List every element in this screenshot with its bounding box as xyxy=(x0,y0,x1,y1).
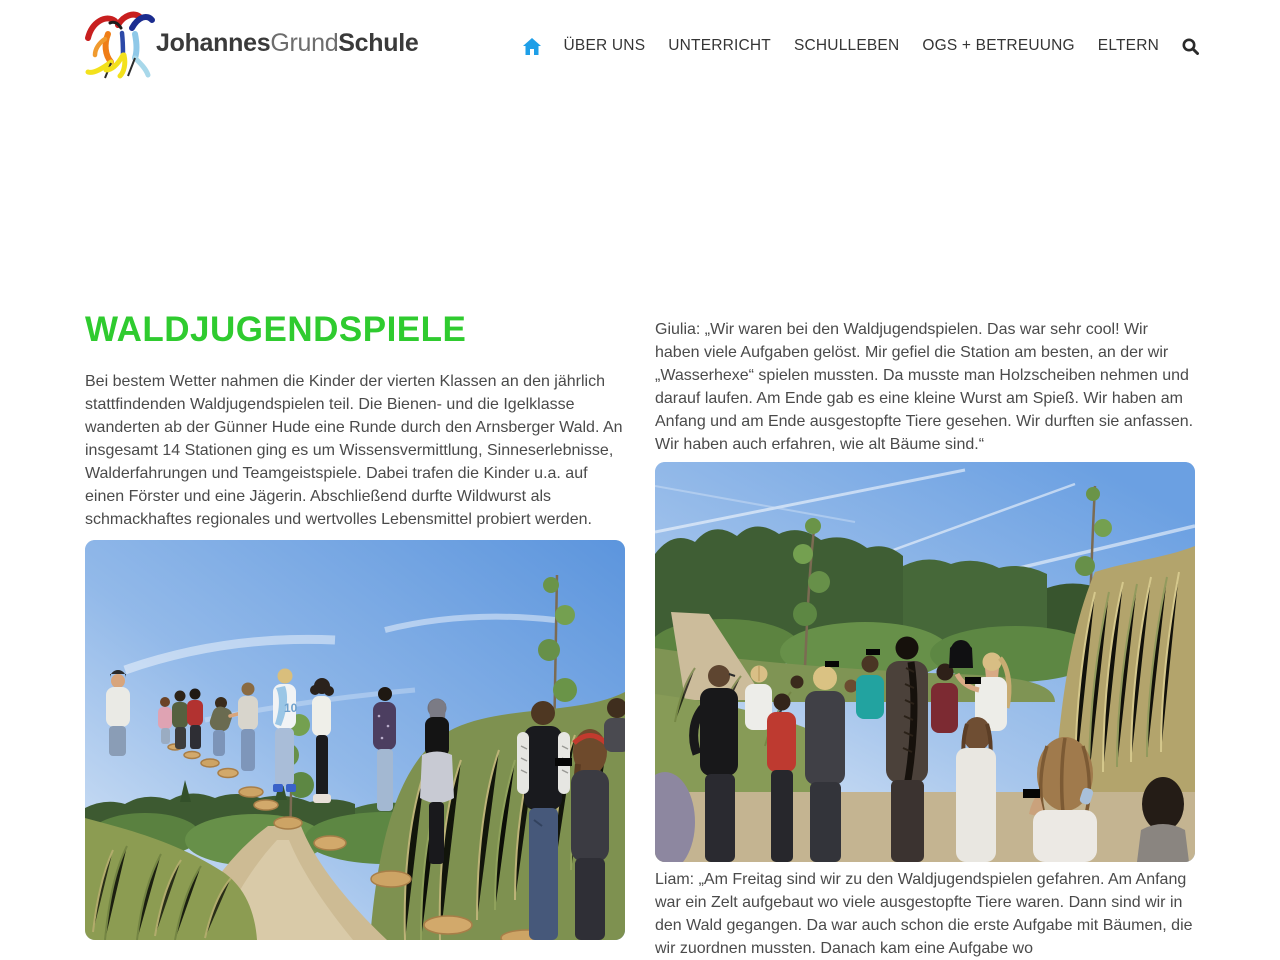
photo-children-on-stumps-graphic xyxy=(85,540,625,940)
nav-item-eltern[interactable]: ELTERN xyxy=(1097,37,1159,54)
article-column-left xyxy=(85,310,625,960)
home-icon xyxy=(523,38,541,55)
article-column-right xyxy=(655,310,1195,960)
home-nav-link[interactable] xyxy=(523,38,541,55)
face-censor-bar xyxy=(965,677,981,684)
page-title: WALDJUGENDSPIELE xyxy=(85,310,467,349)
search-icon xyxy=(1182,38,1199,55)
photo-children-group-graphic xyxy=(655,462,1195,862)
face-censor-bar xyxy=(555,758,572,766)
photo-children-group xyxy=(655,462,1195,862)
photo-children-on-stumps xyxy=(85,540,625,940)
svg-text:10: 10 xyxy=(284,701,298,715)
quote-giulia-paragraph: Giulia: „Wir waren bei den Waldjugendspielen. Das war sehr cool! Wir haben viele Aufgaben gelöst. Mir gefiel die Station am besten, an der wir „Wasserhexe“ spielen mussten. Da musste man Holzscheiben nehmen und darauf laufen. Am Ende gab es eine kleine Wurst am Spieß. Wir haben am Anfang und am Ende ausgestopfte Tiere gesehen. Wir durften sie anfassen. Wir haben auch erfahren, wie alt Bäume sind.“ xyxy=(655,321,1194,453)
face-censor-bar xyxy=(1023,789,1040,798)
logo-text: JohannesGrundSchule xyxy=(156,28,419,57)
site-header xyxy=(0,0,1280,92)
face-censor-bar xyxy=(866,649,880,655)
nav-item-unterricht[interactable]: UNTERRICHT xyxy=(668,37,771,54)
face-censor-bar xyxy=(825,661,839,667)
article-intro-paragraph: Bei bestem Wetter nahmen die Kinder der vierten Klassen an den jährlich stattfindenden Waldjugendspielen teil. Die Bienen- und die Igelklasse wanderten ab der Günner Hude eine Runde durch den Arnsberger Wald. An insgesamt 14 Stationen ging es um Wissensvermittlung, Sinneserlebnisse, Walderfahrungen und Teamgeistspiele. Dabei trafen die Kinder u.a. auf einen Förster und eine Jägerin. Abschließend durfte Wildwurst als schmackhaftes regionales und wertvolles Lebensmittel probiert werden. xyxy=(85,373,623,528)
logo-dancing-figures-icon xyxy=(84,6,156,80)
nav-item-ogs-betreuung[interactable]: OGS + BETREUUNG xyxy=(922,37,1075,54)
site-logo[interactable] xyxy=(84,6,418,80)
nav-item-ueber-uns[interactable]: ÜBER UNS xyxy=(563,37,646,54)
main-nav xyxy=(523,0,1199,92)
nav-item-schulleben[interactable]: SCHULLEBEN xyxy=(793,37,900,54)
quote-liam-paragraph: Liam: „Am Freitag sind wir zu den Waldjugendspielen gefahren. Am Anfang war ein Zelt aufgebaut wo viele ausgestopfte Tiere waren. Dann sind wir in den Wald gegangen. Da war auch schon die erste Aufgabe mit Bäumen, die wir zuordnen mussten. Danach kam eine Aufgabe wo xyxy=(655,871,1193,957)
search-button[interactable] xyxy=(1182,38,1199,55)
article-waldjugendspiele xyxy=(85,310,1195,960)
